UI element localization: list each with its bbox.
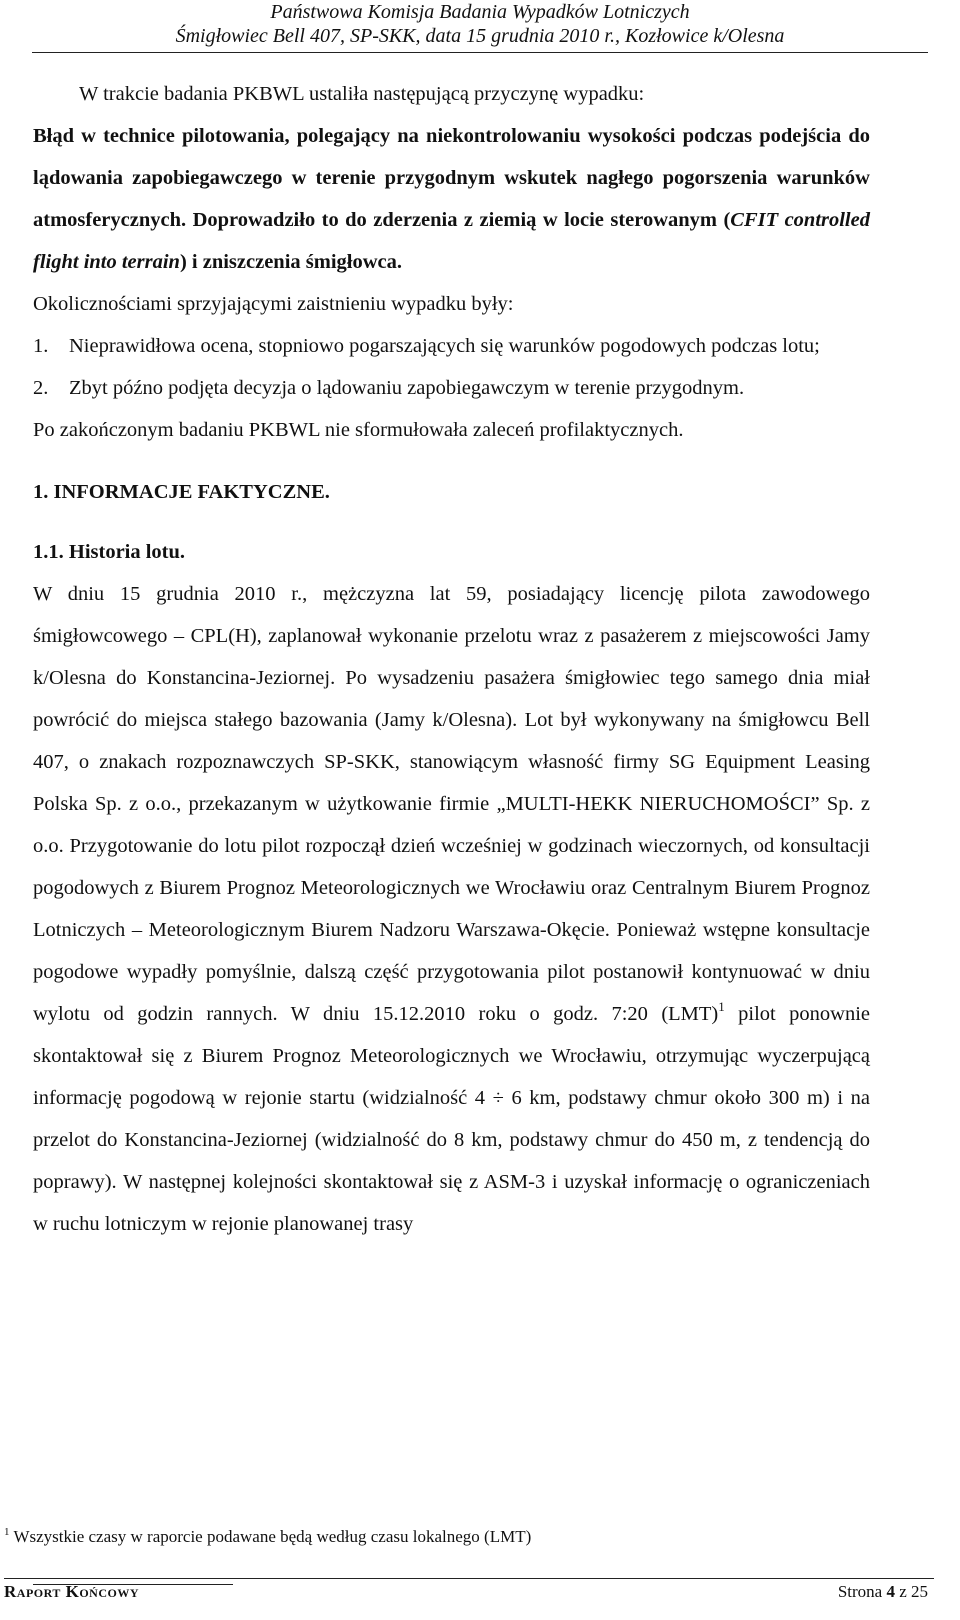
- cause-intro: W trakcie badania PKBWL ustaliła następującą przyczynę wypadku:: [79, 83, 645, 105]
- circumstances-intro: Okolicznościami sprzyjającymi zaistnieniu wypadku były:: [33, 293, 514, 315]
- flight-history-paragraph: [33, 573, 870, 1245]
- footnote-reference[interactable]: 1: [718, 999, 725, 1014]
- page-prefix: Strona: [837, 1582, 887, 1601]
- page-separator: z: [894, 1582, 911, 1601]
- section-heading: 1. INFORMACJE FAKTYCZNE.: [33, 481, 330, 503]
- circumstance-number: 1.: [33, 335, 49, 357]
- history-text-b: pilot ponownie skontaktował się z Biurem Prognoz Meteorologicznych we Wrocławiu, otrzymując wyczerpującą informację pogodową w rejonie startu (widzialność 4 ÷ 6 km, podstawy chmur około 300 m) i na przelot do Konstancina-Jeziornej (widzialność do 8 km, podstawy chmur do 450 m, z tendencją do poprawy). W następnej kolejności skontaktował się z ASM-3 i uzyskał informację o ograniczeniach w ruchu lotniczym w rejonie planowanej trasy: [33, 1003, 870, 1235]
- circumstance-text: Zbyt późno podjęta decyzja o lądowaniu zapobiegawczym w terenie przygodnym.: [69, 377, 745, 399]
- history-text-a: W dniu 15 grudnia 2010 r., mężczyzna lat 59, posiadający licencję pilota zawodowego śmigłowcowego – CPL(H), zaplanował wykonanie przelotu wraz z pasażerem z miejscowości Jamy k/Olesna do Konstancina-Jeziornej. Po wysadzeniu pasażera śmigłowiec tego samego dnia miał powrócić do miejsca stałego bazowania (Jamy k/Olesna). Lot był wykonywany na śmigłowcu Bell 407, o znakach rozpoznawczych SP-SKK, stanowiącym własność firmy SG Equipment Leasing Polska Sp. z o.o., przekazanym w użytkowanie firmie „MULTI-HEKK NIERUCHOMOŚCI” Sp. z o.o. Przygotowanie do lotu pilot rozpoczął dzień wcześniej w godzinach wieczornych, od konsultacji pogodowych z Biurem Prognoz Meteorologicznych we Wrocławiu oraz Centralnym Biurem Prognoz Lotniczych – Meteorologicznym Biurem Nadzoru Warszawa-Okęcie. Ponieważ wstępne konsultacje pogodowe wypadły pomyślnie, dalszą część przygotowania pilot postanowił kontynuować w dniu wylotu od godzin rannych. W dniu 15.12.2010 roku o godz. 7:20 (LMT): [33, 583, 870, 1025]
- cause-text-a: Błąd w technice pilotowania, polegający na niekontrolowaniu wysokości podczas podejścia do lądowania zapobiegawczego w terenie przygodnym wskutek nagłego pogorszenia warunków atmosferycznych. Doprowadziło to do zderzenia z ziemią w locie sterowanym (: [33, 125, 870, 231]
- header-line-1: Państwowa Komisja Badania Wypadków Lotniczych: [270, 1, 690, 23]
- circumstance-item: [33, 367, 870, 409]
- circumstance-item: [33, 325, 870, 367]
- page-header: [0, 0, 960, 48]
- recommendations-statement: Po zakończonym badaniu PKBWL nie sformułowała zaleceń profilaktycznych.: [33, 419, 684, 441]
- footnote-text: Wszystkie czasy w raporcie podawane będą według czasu lokalnego (LMT): [9, 1527, 532, 1546]
- total-pages: 25: [911, 1582, 928, 1601]
- subsection-heading: 1.1. Historia lotu.: [33, 541, 186, 563]
- current-page: 4: [886, 1582, 895, 1601]
- page-number: [838, 1581, 928, 1603]
- header-rule: [32, 52, 928, 53]
- document-body: [33, 73, 870, 1245]
- cause-statement: [33, 115, 870, 283]
- report-title: Raport Końcowy: [4, 1582, 139, 1601]
- circumstance-number: 2.: [33, 377, 49, 399]
- cause-text-italic: CFIT controlled flight into terrain: [33, 209, 870, 273]
- footnote-mark: 1: [4, 1526, 10, 1538]
- circumstance-text: Nieprawidłowa ocena, stopniowo pogarszających się warunków pogodowych podczas lotu;: [69, 335, 820, 357]
- header-line-2: Śmigłowiec Bell 407, SP-SKK, data 15 grudnia 2010 r., Kozłowice k/Olesna: [175, 25, 785, 47]
- cause-text-b: ) i zniszczenia śmigłowca.: [179, 251, 403, 273]
- footer-rule: [4, 1578, 934, 1579]
- footnote: [4, 1521, 904, 1548]
